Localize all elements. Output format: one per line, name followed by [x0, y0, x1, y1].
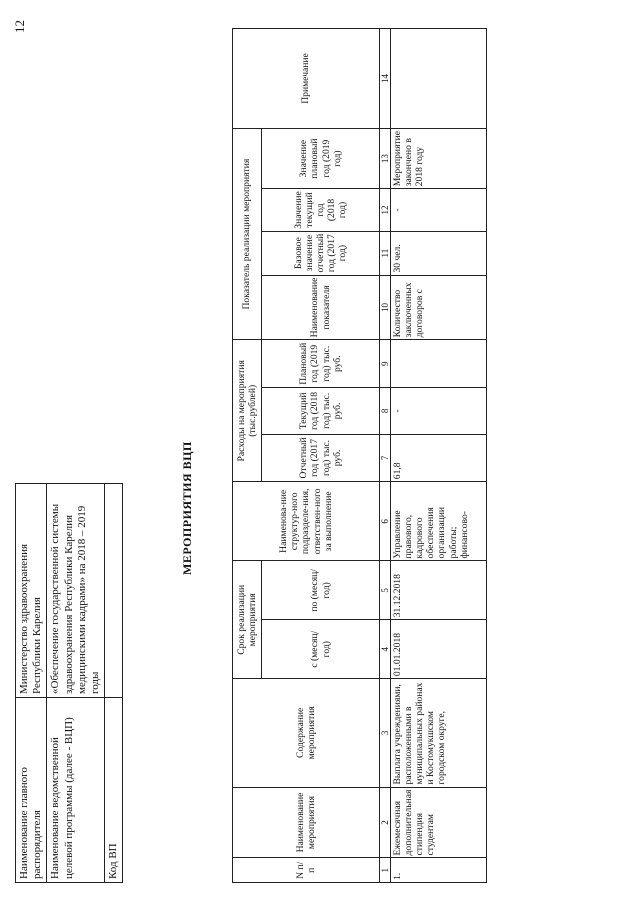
- page-title: МЕРОПРИЯТИЯ ВЦП: [180, 441, 194, 575]
- column-number: 8: [380, 388, 391, 435]
- header-term: Срок реализации мероприятия: [233, 561, 262, 679]
- row-unit: Управление правового, кадрового обеспечения организации работы; финансово-: [391, 482, 487, 561]
- column-number: 3: [380, 679, 391, 787]
- row-plan: [391, 340, 487, 388]
- column-number: 2: [380, 787, 391, 858]
- column-number: 4: [380, 620, 391, 679]
- column-number: 1: [380, 858, 391, 883]
- header-report-year: Отчетный год (2017 год) тыс. руб.: [262, 434, 380, 482]
- column-number: 12: [380, 189, 391, 231]
- header-num: N п/п: [233, 858, 380, 883]
- row-content: Выплата учреждениями, расположенными в муниципальных районах и Костомукшском городском округе,: [391, 679, 487, 787]
- row-note: [391, 29, 487, 129]
- column-number: 13: [380, 128, 391, 188]
- column-number: 9: [380, 340, 391, 388]
- row-current: -: [391, 388, 487, 435]
- column-number: 11: [380, 231, 391, 275]
- header-name: Наименование мероприятия: [233, 787, 380, 858]
- header-plan-value: Значение плановый год (2019 год): [262, 128, 380, 188]
- table-row: [391, 29, 487, 883]
- row-name: Ежемесячная дополнительная стипендия студентам: [391, 787, 487, 858]
- header-indicator-name: Наименование показателя: [262, 275, 380, 340]
- header-plan-year: Плановый год (2019 год) тыс. руб.: [262, 340, 380, 388]
- row-report: 61,8: [391, 434, 487, 482]
- measures-table: [232, 28, 487, 883]
- info-value: «Обеспечение государственной системы здравоохранения Республики Карелия медицинскими кадрами» на 2018 – 2019 годы: [47, 484, 105, 698]
- header-base-value: Базовое значение отчетный год (2017 год): [262, 231, 380, 275]
- column-number: 7: [380, 434, 391, 482]
- column-number: 5: [380, 561, 391, 620]
- header-note: Примечание: [233, 29, 380, 129]
- column-number-row: [380, 29, 391, 883]
- info-label: Наименование главного распорядителя: [16, 698, 47, 883]
- program-info-table: [15, 483, 123, 883]
- info-label: Наименование ведомственной целевой программы (далее - ВЦП): [47, 698, 105, 883]
- header-expenses: Расходы на мероприятия (тыс.рублей): [233, 340, 262, 482]
- info-value: [105, 484, 123, 698]
- row-num: 1.: [391, 858, 487, 883]
- info-row: [105, 484, 123, 883]
- header-row: [233, 29, 262, 883]
- row-from: 01.01.2018: [391, 620, 487, 679]
- row-to: 31.12.2018: [391, 561, 487, 620]
- header-indicator: Показатель реализации мероприятия: [233, 128, 262, 339]
- header-content: Содержание мероприятия: [233, 679, 380, 787]
- row-current-value: -: [391, 189, 487, 231]
- column-number: 14: [380, 29, 391, 129]
- header-current-year: Текущий год (2018 год) тыс. руб.: [262, 388, 380, 435]
- info-label: Код ВП: [105, 698, 123, 883]
- info-row: [47, 484, 105, 883]
- header-from: с (месяц/ год): [262, 620, 380, 679]
- column-number: 10: [380, 275, 391, 340]
- row-base-value: 30 чел.: [391, 231, 487, 275]
- info-row: [16, 484, 47, 883]
- header-unit: Наименова-ние структур-ного подразделе-ния, ответствен-ного за выполнение: [233, 482, 380, 561]
- row-indicator-name: Количество заключенных договоров с: [391, 275, 487, 340]
- info-value: Министерство здравоохранения Республики Карелия: [16, 484, 47, 698]
- page-number: 12: [12, 20, 27, 33]
- column-number: 6: [380, 482, 391, 561]
- row-plan-value: Мероприятие закончено в 2018 году: [391, 128, 487, 188]
- header-to: по (месяц/ год): [262, 561, 380, 620]
- header-current-value: Значение текущий год (2018 год): [262, 189, 380, 231]
